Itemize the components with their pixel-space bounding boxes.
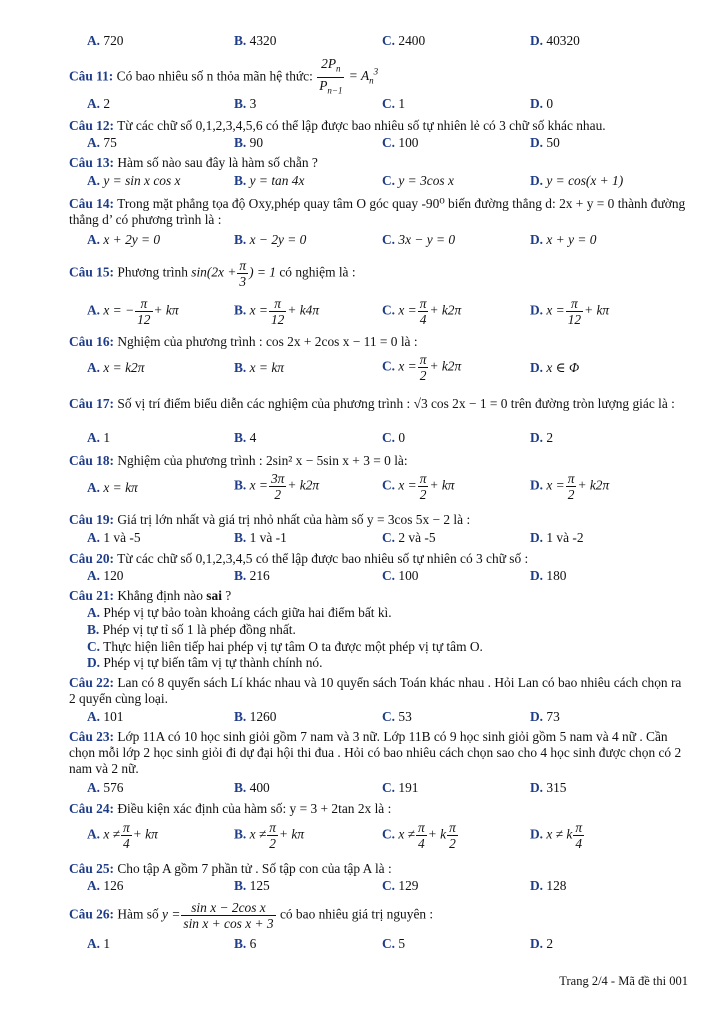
q10-option-a: A. 720: [87, 33, 124, 48]
q13-options: [0, 173, 724, 191]
q10-option-c: C. 2400: [382, 33, 426, 48]
question-12: Câu 12: Từ các chữ số 0,1,2,3,4,5,6 có thể lập được bao nhiêu số tự nhiên lẻ có 3 chữ số khác nhau.: [69, 118, 606, 133]
q11-option-b: B. 3: [234, 96, 257, 111]
q16-option-d: D. x ∈ Φ: [530, 360, 580, 375]
q15-option-b: B. x = $\frac{\pi}{12}$ + k4π: [234, 296, 320, 327]
q13-option-c: C. y = 3cos x: [382, 173, 454, 188]
q20-option-b: B. 216: [234, 568, 270, 583]
q11-option-a: A. 2: [87, 96, 111, 111]
q22-option-d: D. 73: [530, 709, 560, 724]
question-11: Câu 11: Có bao nhiêu số n thỏa mãn hệ thức: $\frac{2P_n}{P_{n-1}}$ = $A_n^3$: [69, 56, 688, 98]
q22-options: [0, 709, 724, 727]
q26-option-a: A. 1: [87, 936, 111, 951]
q21-statement-b: B. Phép vị tự tỉ số 1 là phép đồng nhất.: [87, 622, 296, 637]
q18-options: [0, 471, 724, 507]
q18-option-a: A. x = kπ: [87, 480, 138, 495]
q20-option-a: A. 120: [87, 568, 124, 583]
q21-statement-a: A. Phép vị tự bảo toàn khoảng cách giữa hai điểm bất kì.: [87, 605, 392, 620]
q19-option-b: B. 1 và -1: [234, 530, 287, 545]
question-13: Câu 13: Hàm số nào sau đây là hàm số chẵn ?: [69, 155, 318, 170]
q10-option-d: D. 40320: [530, 33, 580, 48]
q17-option-a: A. 1: [87, 430, 111, 445]
q12-options: [0, 135, 724, 153]
q23-option-b: B. 400: [234, 780, 270, 795]
q20-options: [0, 568, 724, 586]
q23-option-a: A. 576: [87, 780, 124, 795]
q15-option-a: A. x = − $\frac{\pi}{12}$ + kπ: [87, 296, 179, 327]
q24-options: [0, 820, 724, 856]
q11-option-d: D. 0: [530, 96, 554, 111]
q23-options: [0, 780, 724, 798]
q12-option-d: D. 50: [530, 135, 560, 150]
question-14: Câu 14: Trong mặt phẳng tọa độ Oxy,phép quay tâm O góc quay -90⁰ biến đường thẳng d: 2x + y = 0 thành đường thẳng d’ có phương trình là :: [69, 196, 686, 227]
question-15: Câu 15: Phương trình sin(2x + $\frac{\pi}{3}$ ) = 1 có nghiệm là :: [69, 258, 356, 289]
q11-formula: $\frac{2P_n}{P_{n-1}}$: [319, 56, 343, 96]
question-26: Câu 26: Hàm số y = $\frac{\text{sin x − 2cos x}}{\text{sin x + cos x + 3}}$ có bao nhiêu giá trị nguyên :: [69, 900, 434, 931]
q11-option-c: C. 1: [382, 96, 406, 111]
question-17: Câu 17: Số vị trí điểm biểu diễn các nghiệm của phương trình : √3 cos 2x − 1 = 0 trên đường tròn lượng giác là :: [69, 396, 675, 411]
question-21: Câu 21: Khẳng định nào sai ?: [69, 588, 232, 603]
q25-option-a: A. 126: [87, 878, 124, 893]
question-18: Câu 18: Nghiệm của phương trình : 2sin² x − 5sin x + 3 = 0 là:: [69, 453, 408, 468]
q20-option-c: C. 100: [382, 568, 419, 583]
q26-option-c: C. 5: [382, 936, 406, 951]
q16-option-b: B. x = kπ: [234, 360, 284, 375]
q19-option-d: D. 1 và -2: [530, 530, 584, 545]
q20-option-d: D. 180: [530, 568, 567, 583]
q22-option-b: B. 1260: [234, 709, 277, 724]
question-16: Câu 16: Nghiệm của phương trình : cos 2x + 2cos x − 11 = 0 là :: [69, 334, 418, 349]
q19-options: [0, 530, 724, 548]
q17-option-d: D. 2: [530, 430, 554, 445]
q17-option-b: B. 4: [234, 430, 257, 445]
q16-option-a: A. x = k2π: [87, 360, 145, 375]
q13-option-a: A. y = sin x cos x: [87, 173, 181, 188]
q26-formula: $\frac{\text{sin x − 2cos x}}{\text{sin x + cos x + 3}}$: [183, 900, 274, 931]
q18-option-c: C. x = $\frac{\pi}{2}$ + kπ: [382, 471, 455, 502]
q21-statement-d: D. Phép vị tự biến tâm vị tự thành chính nó.: [87, 655, 323, 670]
q24-option-b: B. x ≠ $\frac{\pi}{2}$ + kπ: [234, 820, 305, 851]
q26-options: [0, 936, 724, 954]
q19-option-c: C. 2 và -5: [382, 530, 436, 545]
question-23: Câu 23: Lớp 11A có 10 học sinh giỏi gồm 7 nam và 3 nữ. Lớp 11B có 9 học sinh giỏi gồm 5 nam và 4 nữ . Cần chọn mỗi lớp 2 học sinh giỏi đi dự đại hội thi đua . Hỏi có bao nhiêu cách chọn sao cho 4 học sinh được chọn có 2 nam và 2 nữ.: [69, 729, 682, 776]
q25-option-c: C. 129: [382, 878, 419, 893]
q25-options: [0, 878, 724, 896]
q14-option-d: D. x + y = 0: [530, 232, 597, 247]
q14-option-c: C. 3x − y = 0: [382, 232, 456, 247]
q21-statement-c: C. Thực hiện liên tiếp hai phép vị tự tâm O ta được một phép vị tự tâm O.: [87, 639, 483, 654]
q26-option-d: D. 2: [530, 936, 554, 951]
q26-option-b: B. 6: [234, 936, 257, 951]
question-22: Câu 22: Lan có 8 quyển sách Lí khác nhau và 10 quyển sách Toán khác nhau . Hỏi Lan có bao nhiêu cách chọn ra 2 quyển cùng loại.: [69, 675, 682, 706]
q15-option-d: D. x = $\frac{\pi}{12}$ + kπ: [530, 296, 610, 327]
q16-option-c: C. x = $\frac{\pi}{2}$ + k2π: [382, 352, 462, 383]
q22-option-a: A. 101: [87, 709, 124, 724]
question-19: Câu 19: Giá trị lớn nhất và giá trị nhỏ nhất của hàm số y = 3cos 5x − 2 là :: [69, 512, 471, 527]
question-25: Câu 25: Cho tập A gồm 7 phần tử . Số tập con của tập A là :: [69, 861, 392, 876]
q14-options: [0, 232, 724, 250]
q24-option-d: D. x ≠ k $\frac{\pi}{4}$: [530, 820, 583, 851]
q15-options: [0, 296, 724, 330]
page-footer: Trang 2/4 - Mã đề thi 001: [559, 974, 688, 988]
q25-option-d: D. 128: [530, 878, 567, 893]
q13-option-d: D. y = cos(x + 1): [530, 173, 624, 188]
q23-option-c: C. 191: [382, 780, 419, 795]
q12-option-b: B. 90: [234, 135, 264, 150]
question-24: Câu 24: Điều kiện xác định của hàm số: y = 3 + 2tan 2x là :: [69, 801, 392, 816]
q12-option-c: C. 100: [382, 135, 419, 150]
q17-option-c: C. 0: [382, 430, 406, 445]
q18-option-d: D. x = $\frac{\pi}{2}$ + k2π: [530, 471, 610, 502]
q24-option-c: C. x ≠ $\frac{\pi}{4}$ + k $\frac{\pi}{2}$: [382, 820, 456, 851]
q11-options: [0, 96, 724, 114]
q23-option-d: D. 315: [530, 780, 567, 795]
q25-option-b: B. 125: [234, 878, 270, 893]
q16-options: [0, 352, 724, 386]
q17-options: [0, 430, 724, 448]
q24-option-a: A. x ≠ $\frac{\pi}{4}$ + kπ: [87, 820, 158, 851]
question-20: Câu 20: Từ các chữ số 0,1,2,3,4,5 có thể lập được bao nhiêu số tự nhiên có 3 chữ số :: [69, 551, 529, 566]
q10-options: [0, 33, 724, 51]
q14-option-a: A. x + 2y = 0: [87, 232, 161, 247]
q19-option-a: A. 1 và -5: [87, 530, 141, 545]
q13-option-b: B. y = tan 4x: [234, 173, 305, 188]
q14-option-b: B. x − 2y = 0: [234, 232, 307, 247]
q18-option-b: B. x = $\frac{3\pi}{2}$ + k2π: [234, 471, 320, 502]
q12-option-a: A. 75: [87, 135, 117, 150]
q22-option-c: C. 53: [382, 709, 412, 724]
q15-option-c: C. x = $\frac{\pi}{4}$ + k2π: [382, 296, 462, 327]
q10-option-b: B. 4320: [234, 33, 277, 48]
